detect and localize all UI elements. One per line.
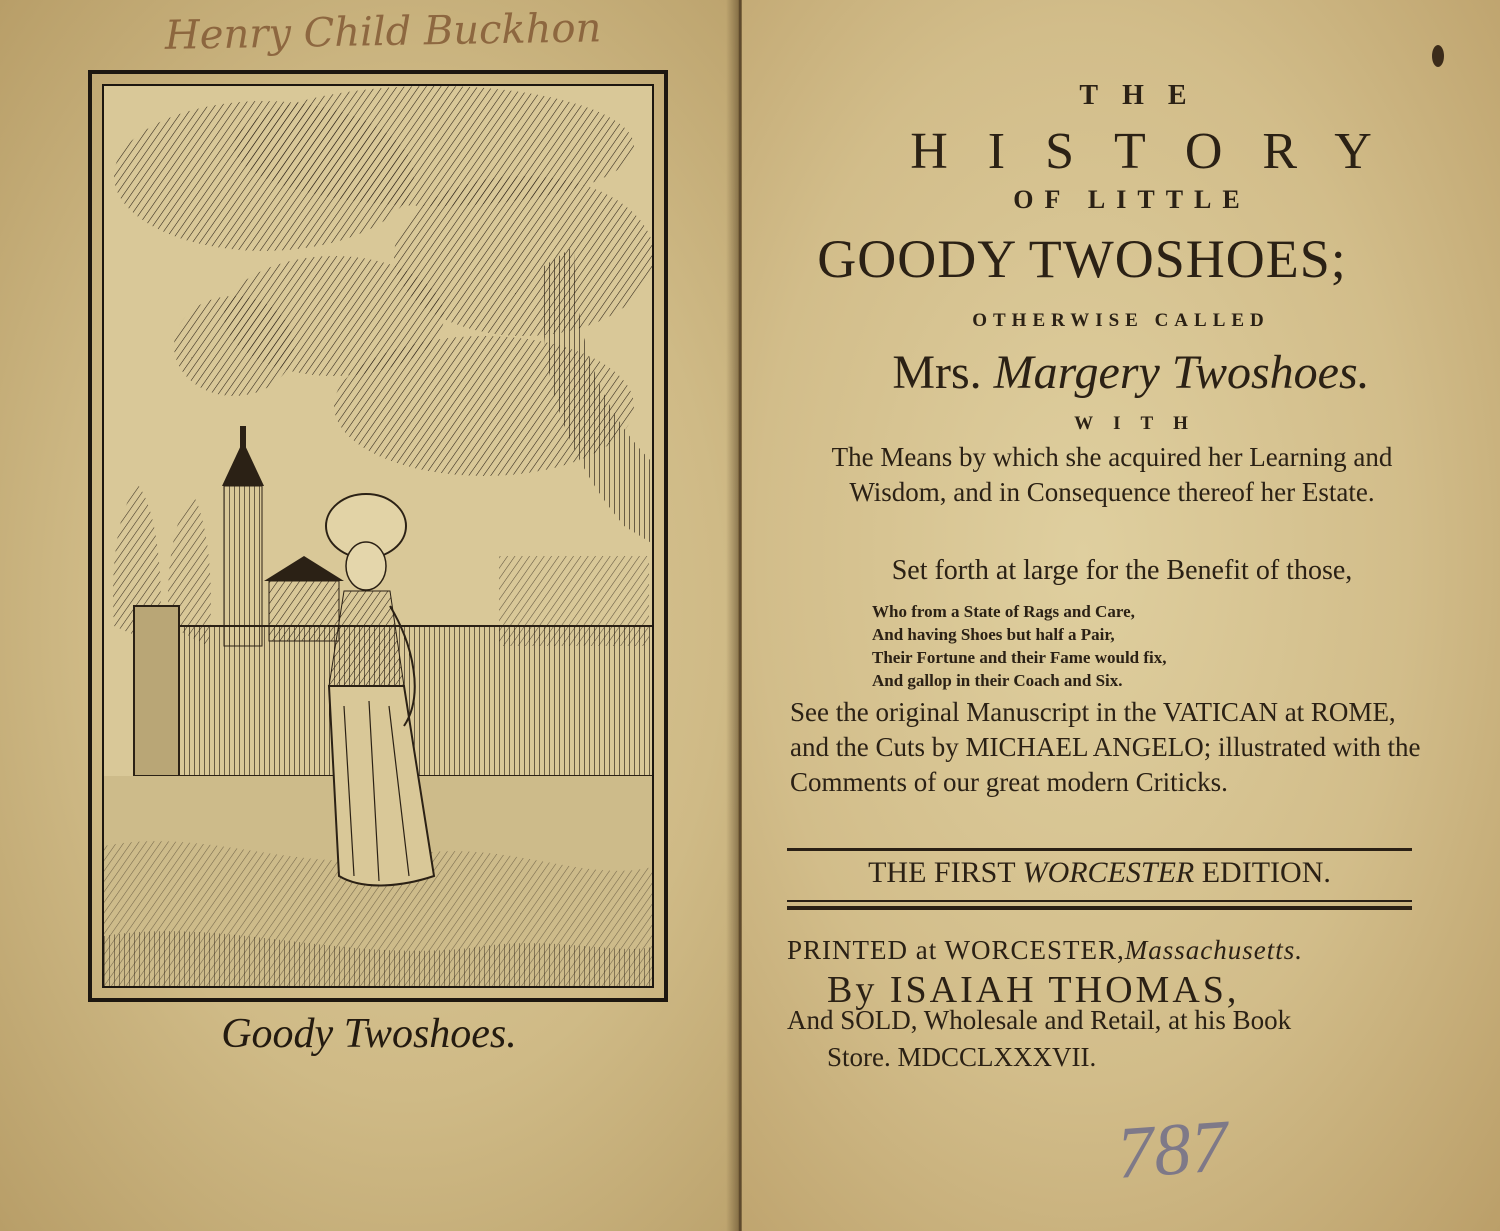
title-main: GOODY TWOSHOES; xyxy=(817,229,1347,289)
woodcut-frame xyxy=(88,70,668,1002)
manuscript-paragraph: See the original Manuscript in the VATICAN at ROME, and the Cuts by MICHAEL ANGELO; illustrated with the Comments of our great modern Criticks. xyxy=(790,697,1421,797)
edition-statement xyxy=(787,856,1412,890)
imprint-sold: And SOLD, Wholesale and Retail, at his Book xyxy=(787,1005,1292,1035)
title-alt-name-italic: Margery Twoshoes. xyxy=(993,346,1370,399)
title-alt-name-plain: Mrs. xyxy=(892,346,982,399)
title-history: HISTORY xyxy=(910,123,1412,180)
woodcut-illustration xyxy=(102,84,654,988)
description-paragraph: The Means by which she acquired her Learning and Wisdom, and in Consequence thereof her Estate. xyxy=(831,442,1393,507)
ownership-inscription: Henry Child Buckhon xyxy=(164,5,602,59)
imprint-place xyxy=(787,935,1437,966)
rule-top xyxy=(787,848,1412,851)
woodcut-caption: Goody Twoshoes. xyxy=(221,1011,517,1057)
rule-bottom-thick xyxy=(787,906,1412,910)
frontispiece-page xyxy=(0,0,738,1231)
pencil-shelfmark: 787 xyxy=(1114,1105,1231,1195)
imprint-printer: By ISAIAH THOMAS, xyxy=(827,969,1240,1011)
ink-spot xyxy=(1432,45,1444,67)
imprint-place-plain: PRINTED at WORCESTER, xyxy=(787,935,1125,965)
verse-line: Their Fortune and their Fame would fix, xyxy=(872,648,1167,667)
title-the: THE xyxy=(1079,80,1211,111)
title-page xyxy=(742,0,1500,1231)
verse-line: And gallop in their Coach and Six. xyxy=(872,671,1123,690)
rule-bottom-thin xyxy=(787,900,1412,902)
title-otherwise-called: OTHERWISE CALLED xyxy=(972,310,1270,331)
benefit-line: Set forth at large for the Benefit of those, xyxy=(891,555,1353,586)
imprint-date: Store. MDCCLXXXVII. xyxy=(827,1042,1097,1072)
edition-italic: WORCESTER xyxy=(1022,856,1195,889)
title-with: WITH xyxy=(1074,413,1208,434)
imprint-place-italic: Massachusetts. xyxy=(1124,935,1303,965)
woodcut-scene-image xyxy=(104,86,654,988)
edition-plain-1: THE FIRST xyxy=(868,856,1016,889)
title-alt-name xyxy=(752,345,1500,400)
title-of-little: OF LITTLE xyxy=(1013,185,1251,214)
verse-line: And having Shoes but half a Pair, xyxy=(872,625,1115,644)
verse-block xyxy=(872,600,1332,692)
edition-plain-2: EDITION. xyxy=(1201,856,1331,889)
verse-line: Who from a State of Rags and Care, xyxy=(872,602,1135,621)
